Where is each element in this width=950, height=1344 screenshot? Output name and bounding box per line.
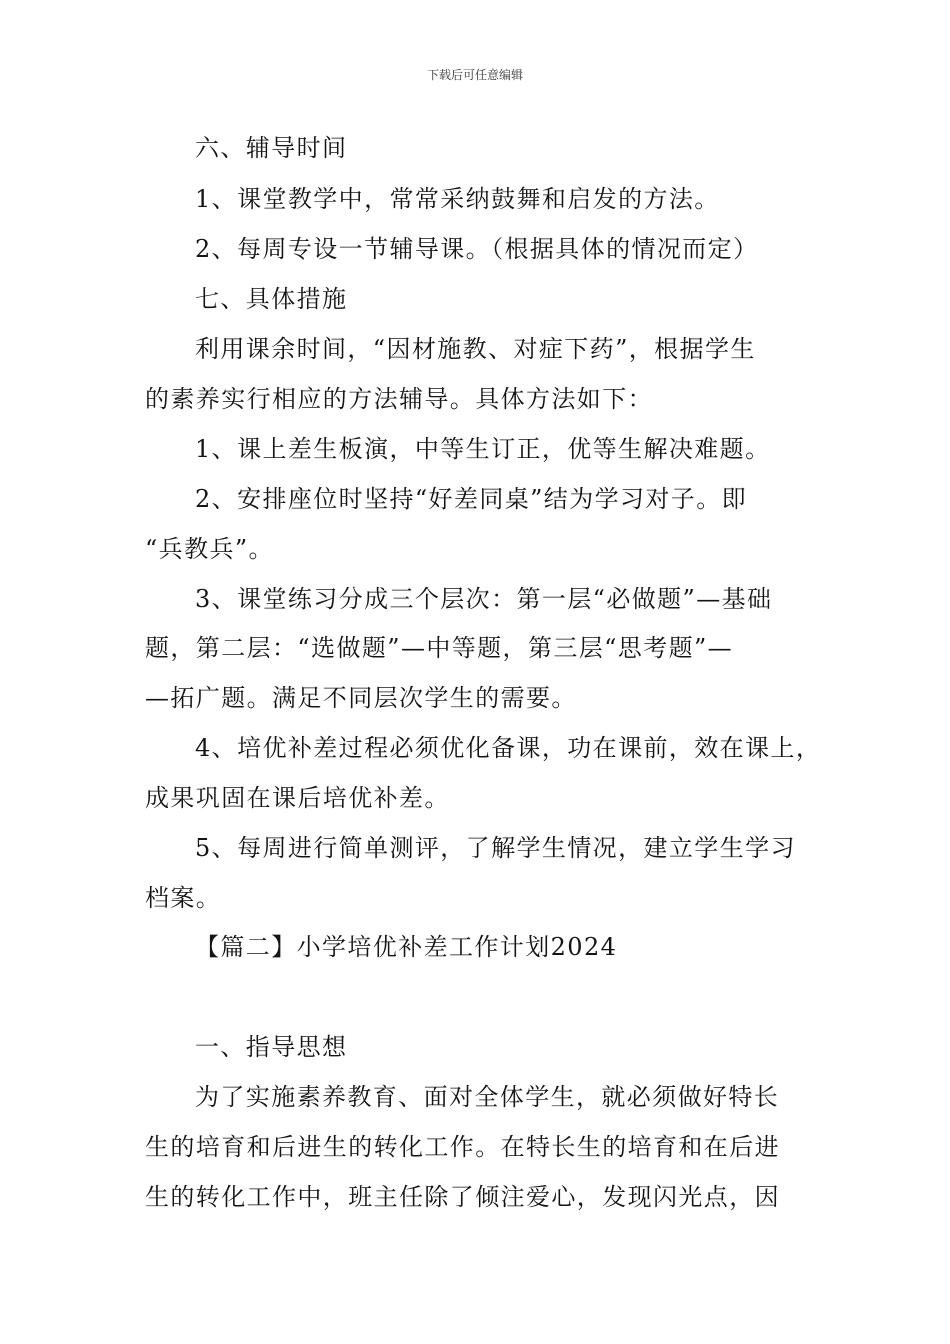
paragraph-line: 1、课上差生板演，中等生订正，优等生解决难题。	[195, 435, 771, 463]
paragraph-line: 3、课堂练习分成三个层次：第一层“必做题”—基础	[195, 585, 773, 613]
paragraph-line: —拓广题。满足不同层次学生的需要。	[145, 684, 577, 712]
article-title: 【篇二】小学培优补差工作计划2024	[195, 933, 618, 961]
paragraph-line: 题，第二层：“选做题”—中等题，第三层“思考题”—	[145, 634, 734, 662]
paragraph-line: 生的转化工作中，班主任除了倾注爱心，发现闪光点，因	[145, 1183, 780, 1211]
paragraph-line: 为了实施素养教育、面对全体学生，就必须做好特长	[195, 1083, 780, 1111]
paragraph-line: 2、安排座位时坚持“好差同桌”结为学习对子。即	[195, 485, 748, 513]
header-note: 下载后可任意编辑	[426, 68, 523, 82]
paragraph-line: “兵教兵”。	[145, 535, 274, 563]
paragraph-line: 成果巩固在课后培优补差。	[145, 784, 450, 812]
paragraph-line: 档案。	[145, 884, 222, 912]
paragraph-line: 4、培优补差过程必须优化备课，功在课前，效在课上，	[195, 734, 822, 762]
section-heading: 七、具体措施	[195, 285, 348, 313]
section-heading: 一、指导思想	[195, 1033, 348, 1061]
paragraph-line: 2、每周专设一节辅导课。（根据具体的情况而定）	[195, 235, 759, 263]
paragraph-line: 生的培育和后进生的转化工作。在特长生的培育和在后进	[145, 1133, 780, 1161]
paragraph-line: 的素养实行相应的方法辅导。具体方法如下：	[145, 385, 653, 413]
paragraph-line: 利用课余时间，“因材施教、对症下药”，根据学生	[195, 335, 756, 363]
paragraph-line: 5、每周进行简单测评，了解学生情况，建立学生学习	[195, 834, 796, 862]
section-heading: 六、辅导时间	[195, 134, 348, 162]
paragraph-line: 1、课堂教学中，常常采纳鼓舞和启发的方法。	[195, 185, 720, 213]
